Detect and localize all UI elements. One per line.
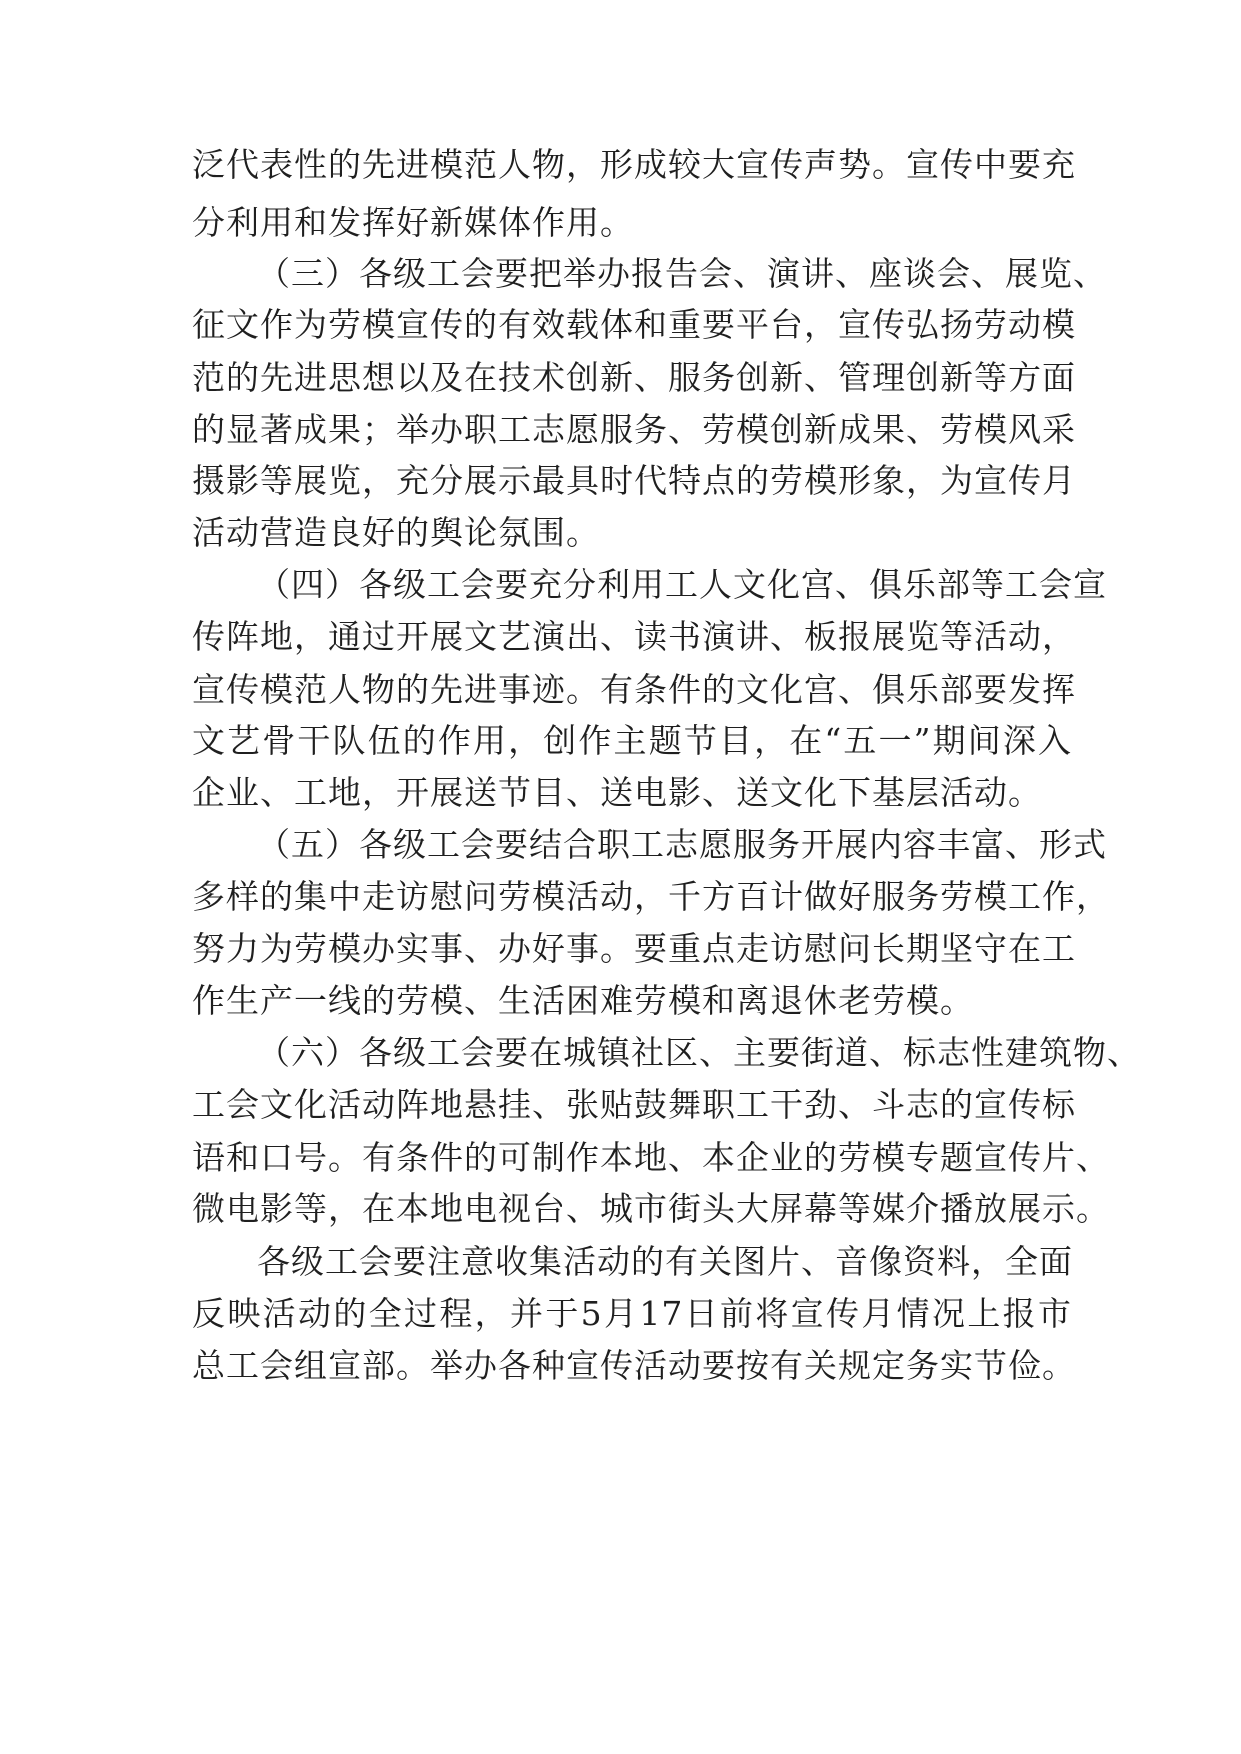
- text-line: 各级工会要注意收集活动的有关图片、音像资料，全面: [257, 1242, 1073, 1281]
- text-line: 工会文化活动阵地悬挂、张贴鼓舞职工干劲、斗志的宣传标: [192, 1085, 1076, 1124]
- text-line: （四）各级工会要充分利用工人文化宫、俱乐部等工会宣: [257, 565, 1107, 604]
- text-line: 多样的集中走访慰问劳模活动，千方百计做好服务劳模工作，: [192, 877, 1110, 916]
- text-line: 摄影等展览，充分展示最具时代特点的劳模形象，为宣传月: [192, 461, 1076, 500]
- text-line: 分利用和发挥好新媒体作用。: [192, 203, 634, 242]
- text-line: 努力为劳模办实事、办好事。要重点走访慰问长期坚守在工: [192, 929, 1076, 968]
- text-line: 总工会组宣部。举办各种宣传活动要按有关规定务实节俭。: [192, 1346, 1076, 1385]
- text-line: 泛代表性的先进模范人物，形成较大宣传声势。宣传中要充: [192, 145, 1076, 184]
- text-line: 企业、工地，开展送节目、送电影、送文化下基层活动。: [192, 773, 1042, 812]
- text-line: 反映活动的全过程，并于5月17日前将宣传月情况上报市: [192, 1294, 1072, 1333]
- text-line: 微电影等，在本地电视台、城市街头大屏幕等媒介播放展示。: [192, 1189, 1110, 1228]
- text-line: 活动营造良好的舆论氛围。: [192, 513, 600, 552]
- text-line: （三）各级工会要把举办报告会、演讲、座谈会、展览、: [257, 254, 1107, 293]
- text-line: 传阵地，通过开展文艺演出、读书演讲、板报展览等活动，: [192, 617, 1076, 656]
- text-line: （五）各级工会要结合职工志愿服务开展内容丰富、形式: [257, 825, 1107, 864]
- text-line: 语和口号。有条件的可制作本地、本企业的劳模专题宣传片、: [192, 1138, 1110, 1177]
- text-line: 作生产一线的劳模、生活困难劳模和离退休老劳模。: [192, 981, 974, 1020]
- text-line: 范的先进思想以及在技术创新、服务创新、管理创新等方面: [192, 358, 1076, 397]
- text-line: 的显著成果；举办职工志愿服务、劳模创新成果、劳模风采: [192, 410, 1076, 449]
- text-line: （六）各级工会要在城镇社区、主要街道、标志性建筑物、: [257, 1033, 1141, 1072]
- text-line: 文艺骨干队伍的作用，创作主题节目，在“五一”期间深入: [192, 721, 1072, 760]
- text-line: 征文作为劳模宣传的有效载体和重要平台，宣传弘扬劳动模: [192, 305, 1076, 344]
- text-line: 宣传模范人物的先进事迹。有条件的文化宫、俱乐部要发挥: [192, 670, 1076, 709]
